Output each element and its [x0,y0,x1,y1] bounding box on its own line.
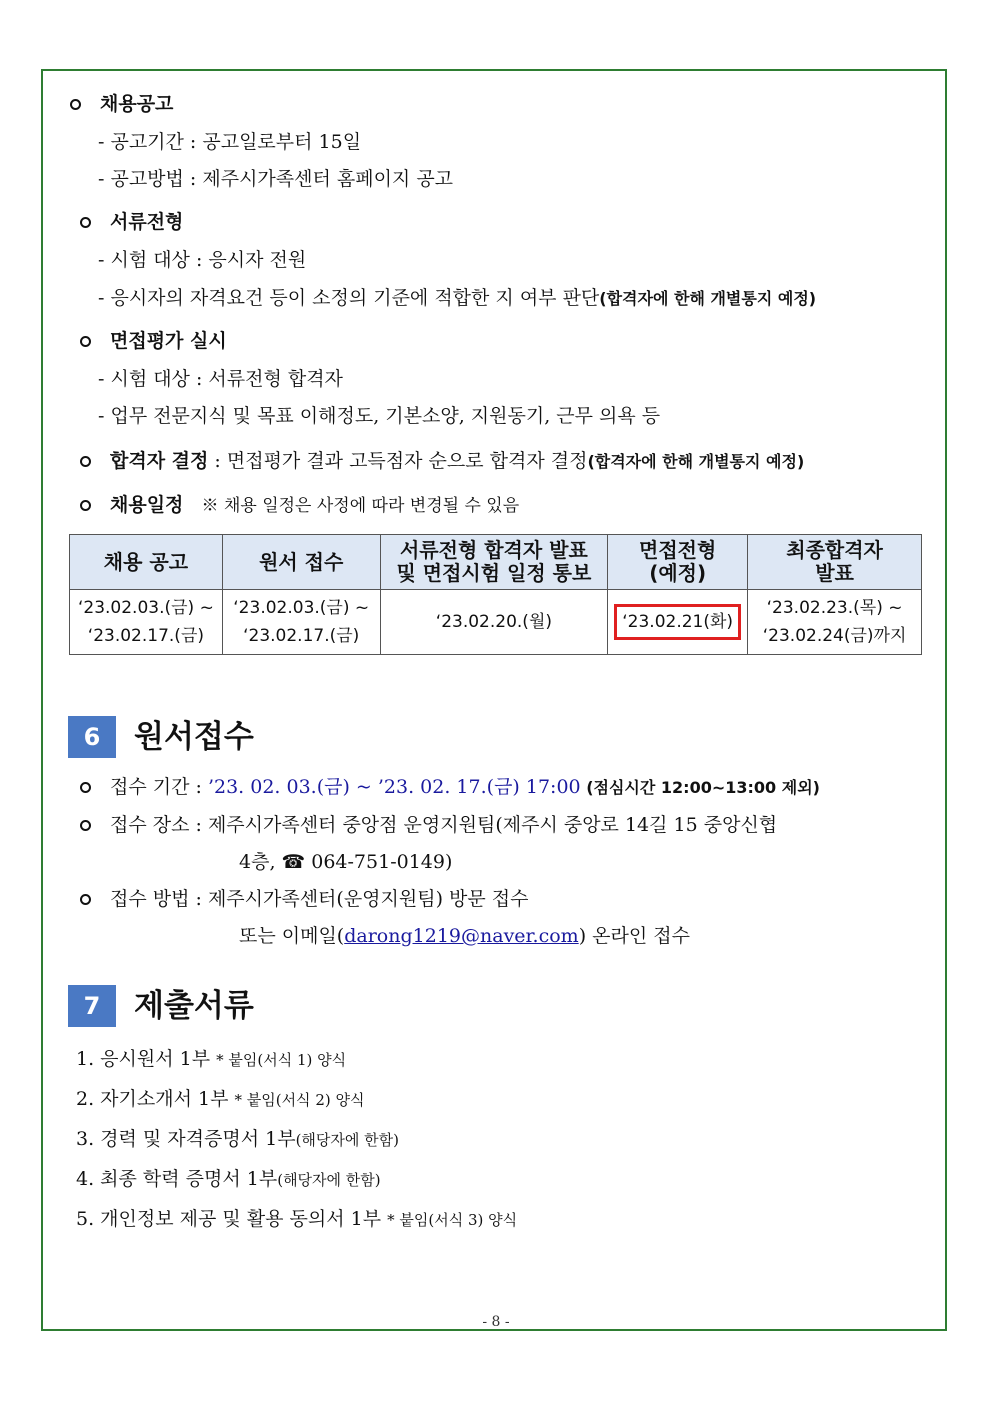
list-item [76,1207,517,1232]
circle-bullet-icon [80,820,91,831]
table-header [748,535,922,590]
circle-bullet-icon [80,217,91,228]
interview-content: - 업무 전문지식 및 목표 이해정도, 기본소양, 지원동기, 근무 의욕 등 [98,405,661,427]
list-item-note: * 붙임(서식 3) 양식 [387,1211,518,1229]
doc-screening-title: 서류전형 [110,211,184,233]
list-item-note: (해당자에 한함) [295,1131,399,1149]
table-row [70,590,922,655]
method-cont-prefix: 또는 이메일( [239,925,345,947]
receipt-method-value: 제주시가족센터(운영지원팀) 방문 접수 [207,888,529,910]
section-title: 제출서류 [134,988,254,1024]
receipt-period-value: ’23. 02. 03.(금) ~ ’23. 02. 17.(금) 17:00 [207,776,581,798]
receipt-method-label: 접수 방법 : [110,888,208,910]
circle-bullet-icon [80,894,91,905]
list-item-note: * 붙임(서식 2) 양식 [234,1091,365,1109]
circle-bullet-icon [80,336,91,347]
cell-line: ‘23.02.23.(목) ~ [766,598,903,618]
receipt-period-note: (점심시간 12:00~13:00 제외) [580,778,820,797]
list-item-text: 4. 최종 학력 증명서 1부 [76,1168,278,1190]
receipt-method [110,887,529,911]
section-number-box: 7 [68,985,116,1027]
section-number-box: 6 [68,716,116,758]
criteria-note: (합격자에 한해 개별통지 예정) [599,289,817,308]
header-line: 채용 공고 [103,549,189,574]
receipt-place-label: 접수 장소 : [110,814,208,836]
cell-line: ‘23.02.03.(금) ~ [77,598,214,618]
cell-line: ‘23.02.17.(금) [87,626,204,646]
header-line: 면접전형 [639,538,717,562]
section-title: 원서접수 [134,719,254,755]
interview-target: - 시험 대상 : 서류전형 합격자 [98,368,343,390]
schedule-note: ※ 채용 일정은 사정에 따라 변경될 수 있음 [201,496,520,516]
header-line: (예정) [649,561,707,585]
list-item-note: * 붙임(서식 1) 양식 [216,1051,347,1069]
circle-bullet-icon [80,782,91,793]
table-header [608,535,748,590]
email-link[interactable]: darong1219@naver.com [344,925,579,947]
table-cell [608,590,748,655]
decision-note: (합격자에 한해 개별통지 예정) [587,452,805,471]
schedule-line [110,493,519,518]
list-item-note: (해당자에 한함) [277,1171,381,1189]
cell-line: ‘23.02.24(금)까지 [762,626,907,646]
receipt-place-cont [239,850,452,874]
table-cell [70,590,223,655]
list-item-text: 1. 응시원서 1부 [76,1048,217,1070]
table-cell [380,590,608,655]
criteria-text: - 응시자의 자격요건 등이 소정의 기준에 적합한 지 여부 판단 [98,287,600,309]
list-item-text: 3. 경력 및 자격증명서 1부 [76,1128,296,1150]
circle-bullet-icon [80,500,91,511]
table-header-row [70,535,922,590]
recruit-notice-title: 채용공고 [100,93,174,115]
phone-icon: ☎ [281,851,306,873]
header-line: 최종합격자 [786,538,883,562]
list-item [76,1167,381,1192]
schedule-title: 채용일정 [110,494,184,516]
list-item [76,1087,364,1112]
receipt-method-cont [239,924,690,948]
recruit-notice-period: - 공고기간 : 공고일로부터 15일 [98,131,362,153]
doc-screening-criteria [98,286,816,311]
phone-number: 064-751-0149) [311,851,453,873]
cell-line: ‘23.02.17.(금) [243,626,360,646]
interview-title: 면접평가 실시 [110,330,227,352]
header-line: 발표 [815,561,854,585]
highlighted-interview-date: ‘23.02.21(화) [614,604,741,640]
table-cell [222,590,380,655]
doc-screening-target: - 시험 대상 : 응시자 전원 [98,249,307,271]
table-header [380,535,608,590]
table-header [222,535,380,590]
receipt-place [110,813,777,837]
header-line: 서류전형 합격자 발표 [399,538,588,562]
receipt-period-label: 접수 기간 : [110,776,208,798]
decision-title: 합격자 결정 [110,450,209,472]
list-item [76,1127,399,1152]
circle-bullet-icon [70,99,81,110]
list-item-text: 5. 개인정보 제공 및 활용 동의서 1부 [76,1208,388,1230]
cell-line: ‘23.02.03.(금) ~ [233,598,370,618]
page-number: - 8 - [482,1314,510,1330]
method-cont-suffix: ) 온라인 접수 [578,925,690,947]
decision-text: : 면접평가 결과 고득점자 순으로 합격자 결정 [208,450,588,472]
list-item [76,1047,346,1072]
table-cell [748,590,922,655]
recruit-notice-method: - 공고방법 : 제주시가족센터 홈페이지 공고 [98,168,454,190]
header-line: 및 면접시험 일정 통보 [396,561,592,585]
decision-line [110,449,804,474]
receipt-period [110,775,820,800]
list-item-text: 2. 자기소개서 1부 [76,1088,235,1110]
cell-line: ‘23.02.20.(월) [435,612,552,632]
table-header [70,535,223,590]
header-line: 원서 접수 [259,549,344,574]
place-cont-prefix: 4층, [239,851,282,873]
receipt-place-value: 제주시가족센터 중앙점 운영지원팀(제주시 중앙로 14길 15 중앙신협 [207,814,778,836]
circle-bullet-icon [80,456,91,467]
schedule-table [69,534,922,655]
